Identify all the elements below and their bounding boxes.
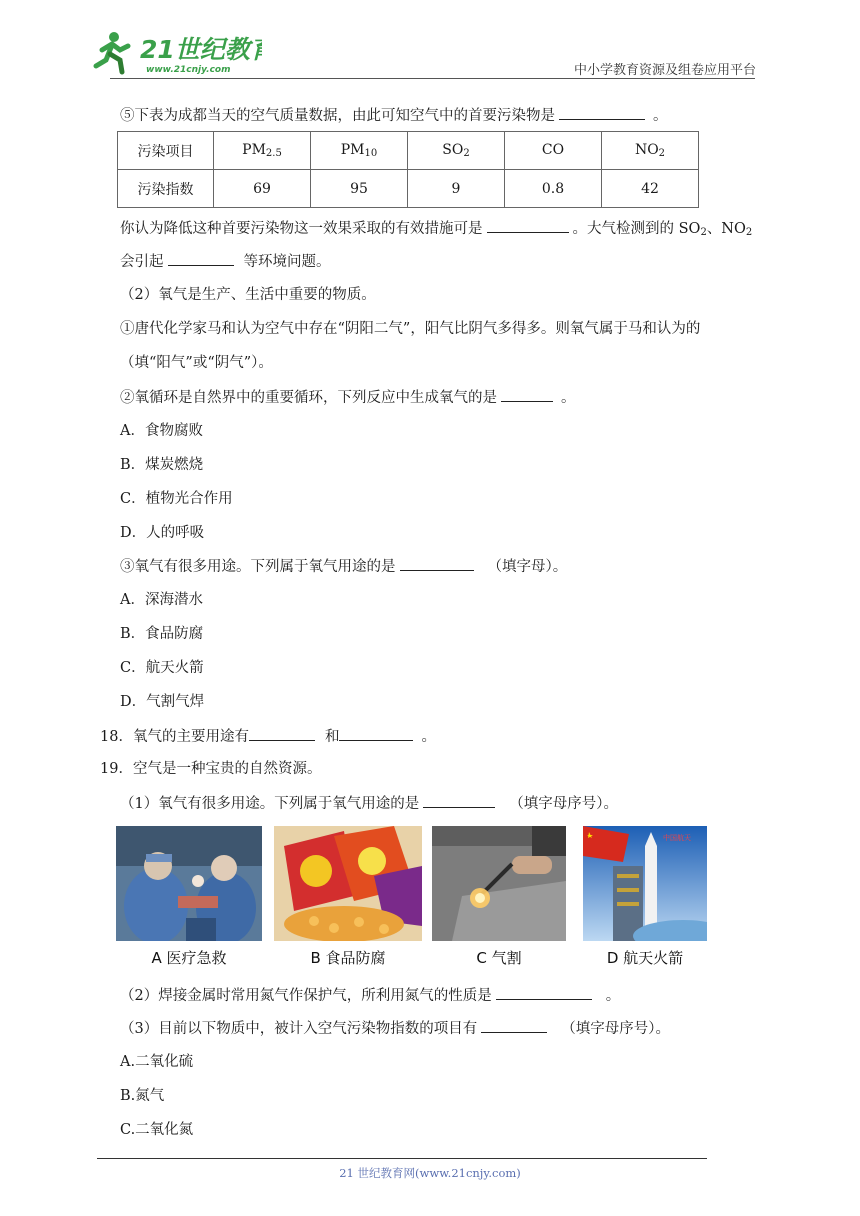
runner-logo-icon [92,28,262,76]
header-divider [110,78,755,79]
table-cell: 95 [311,170,408,208]
image-c [432,826,566,968]
answer-blank[interactable] [501,387,553,402]
table-cell: CO [505,132,602,170]
table-cell: $PM_{10}$ [311,132,408,170]
answer-blank[interactable] [400,556,474,571]
option-a: A．食物腐败 [120,423,203,439]
gas-cutting-photo-icon [432,826,566,941]
image-caption: D 航天火箭 [606,949,684,967]
option-b: B.氮气 [120,1088,165,1104]
q5-end: 。 [653,108,668,124]
image-caption: B 食品防腐 [310,949,386,967]
option-c: C．航天火箭 [120,660,204,676]
option-d: D．人的呼吸 [120,525,205,541]
rocket-badge: 中国航天 [663,834,691,842]
item-2: ②氧循环是自然界中的重要循环，下列反应中生成氧气的是 。 [120,387,576,408]
footer-divider [97,1158,707,1159]
logo-text: 21世纪教育 [140,35,262,64]
usage-images [116,826,711,968]
table-row [118,170,699,208]
answer-blank[interactable] [559,105,645,120]
option-c: C.二氧化氮 [120,1122,194,1138]
image-caption: A 医疗急救 [151,949,227,967]
answer-blank[interactable] [496,985,592,1000]
image-d [583,826,707,968]
snack-food-photo-icon [274,826,422,941]
subquestion-2: （2）氧气是生产、生活中重要的物质。 [120,287,376,303]
table-cell: 42 [602,170,699,208]
rocket-launch-photo-icon [583,826,707,941]
q19-part-1: （1）氧气有很多用途。下列属于氧气用途的是 （填字母序号）。 [120,793,618,814]
option-d: D．气割气焊 [120,694,205,710]
answer-blank[interactable] [339,726,413,741]
option-a: A．深海潜水 [120,592,203,608]
air-quality-table [117,131,699,208]
answer-blank[interactable] [487,218,569,233]
q5-followup: 你认为降低这种首要污染物这一效果采取的有效措施可是 。大气检测到的 $SO_2$、$NO_2$ [120,218,752,243]
surgery-photo-icon [116,826,262,941]
item-1: ①唐代化学家马和认为空气中存在“阴阳二气”，阳气比阴气多得多。则氧气属于马和认为的 [120,321,701,337]
question-19: 19．空气是一种宝贵的自然资源。 [100,761,322,777]
q5-stem [120,105,668,126]
answer-blank[interactable] [168,251,234,266]
option-b: B．食品防腐 [120,626,204,642]
q5-text: ⑤下表为成都当天的空气质量数据，由此可知空气中的首要污染物是 [120,108,555,124]
platform-name: 中小学教育资源及组卷应用平台 [573,63,756,78]
table-cell: $NO_2$ [602,132,699,170]
answer-blank[interactable] [481,1018,547,1033]
option-a: A.二氧化硫 [120,1054,194,1070]
item-1-hint: （填“阳气”或“阴气”）。 [120,355,273,371]
q19-part-3: （3）目前以下物质中，被计入空气污染物指数的项目有 （填字母序号）。 [120,1018,670,1039]
table-cell: 9 [408,170,505,208]
question-18: 18．氧气的主要用途有 和 。 [100,726,436,747]
item-3: ③氧气有很多用途。下列属于氧气用途的是 （填字母）。 [120,556,567,577]
q19-part-2: （2）焊接金属时常用氮气作保护气，所利用氮气的性质是 。 [120,985,620,1006]
option-c: C．植物光合作用 [120,491,233,507]
table-cell: 0.8 [505,170,602,208]
image-caption: C 气割 [476,949,522,967]
answer-blank[interactable] [423,793,495,808]
footer-link[interactable]: 21 世纪教育网(www.21cnjy.com) [339,1166,521,1180]
option-b: B．煤炭燃烧 [120,457,204,473]
q5-followup-2: 会引起 等环境问题。 [120,251,331,272]
table-cell: $SO_2$ [408,132,505,170]
row-label: 污染指数 [118,170,214,208]
table-cell: $PM_{2.5}$ [214,132,311,170]
table-row [118,132,699,170]
table-cell: 69 [214,170,311,208]
image-b [274,826,422,968]
image-a [116,826,262,968]
site-logo[interactable] [92,28,262,76]
answer-blank[interactable] [249,726,315,741]
page-header [0,0,860,80]
row-label: 污染项目 [118,132,214,170]
logo-url: www.21cnjy.com [146,65,231,75]
